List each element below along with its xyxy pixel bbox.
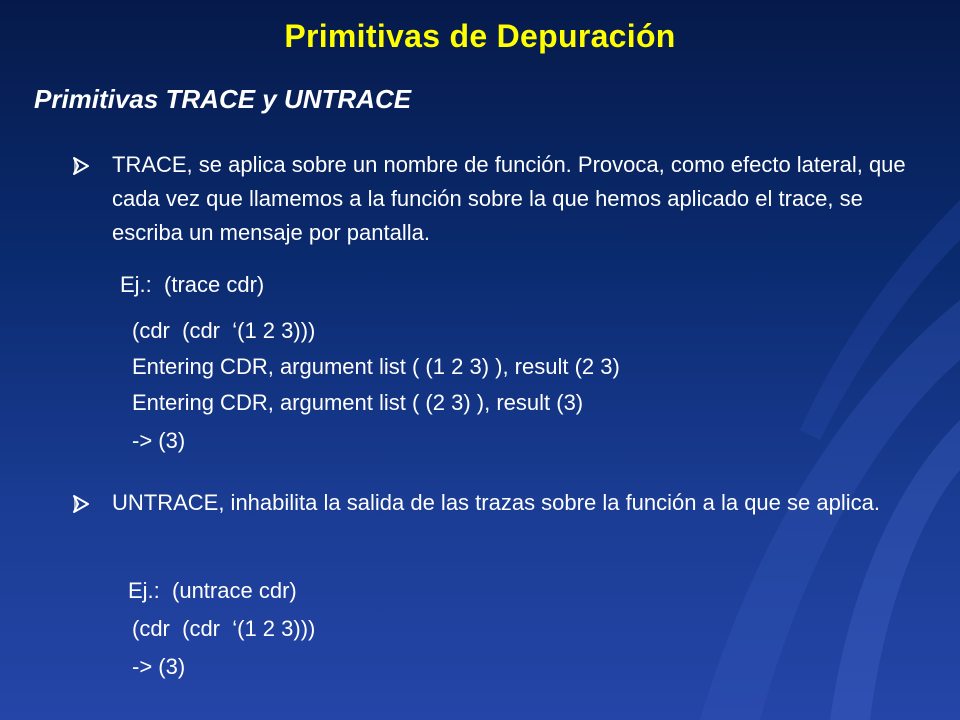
bullet-untrace: [72, 486, 932, 524]
example-line: -> (3): [132, 654, 186, 679]
slide-title: Primitivas de Depuración: [284, 18, 676, 54]
example-label-trace: Ej.: (trace cdr): [120, 272, 265, 297]
example-line: (cdr (cdr ‘(1 2 3))): [132, 318, 316, 343]
example-line: Entering CDR, argument list ( (2 3) ), result (3): [132, 390, 584, 415]
example-line: -> (3): [132, 428, 186, 453]
bullet-trace: [72, 148, 932, 250]
example-line: (cdr (cdr ‘(1 2 3))): [132, 616, 316, 641]
example-label-untrace: Ej.: (untrace cdr): [128, 578, 297, 603]
slide-subtitle: Primitivas TRACE y UNTRACE: [34, 84, 412, 114]
bullet-untrace-text: UNTRACE, inhabilita la salida de las trazas sobre la función a la que se aplica.: [112, 490, 880, 515]
arrowhead-bullet-icon: [72, 148, 112, 186]
arrowhead-bullet-icon: [72, 486, 112, 524]
example-line: Entering CDR, argument list ( (1 2 3) ), result (2 3): [132, 354, 620, 379]
bullet-trace-text: TRACE, se aplica sobre un nombre de función. Provoca, como efecto lateral, que cada vez que llamemos a la función sobre la que hemos aplicado el trace, se escriba un mensaje por pantalla.: [112, 152, 906, 245]
